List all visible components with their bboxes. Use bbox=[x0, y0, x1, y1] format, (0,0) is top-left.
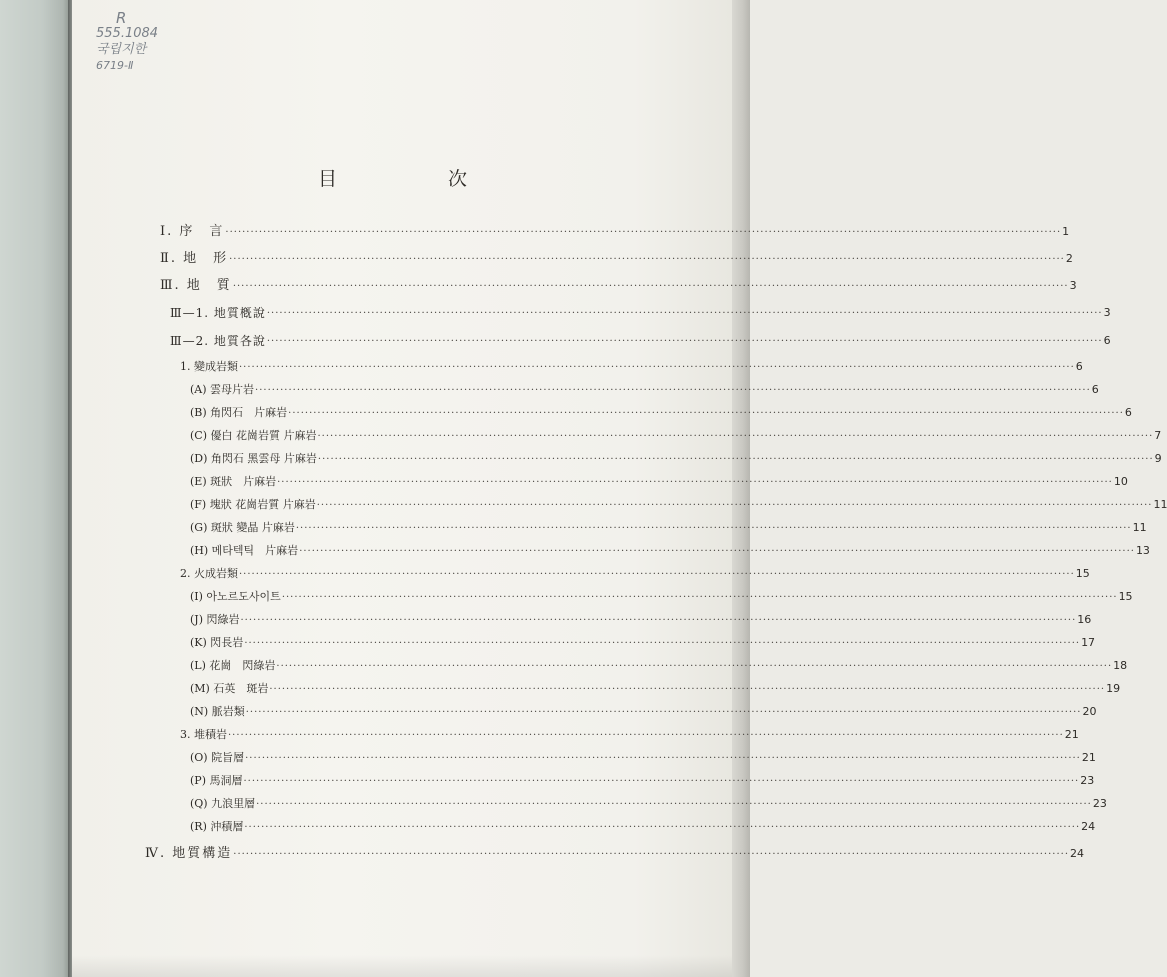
call-number-line: 국립지한 bbox=[96, 42, 147, 57]
toc-entry bbox=[170, 333, 1111, 349]
toc-entry-page: 3 bbox=[1103, 306, 1111, 319]
leader-dots: ········································································································································································································ bbox=[269, 684, 1106, 695]
toc-entry-page: 6 bbox=[1124, 406, 1132, 419]
toc-entry-label: (H) 메타텍틱 片麻岩 bbox=[190, 544, 299, 557]
toc-entry-label: Ⅲ—1. 地質槪說 bbox=[170, 306, 266, 320]
toc-entry-page: 11 bbox=[1132, 521, 1147, 534]
toc-entry-label: Ⅲ. 地 質 bbox=[160, 278, 232, 293]
toc-entry-label: Ⅳ. 地質構造 bbox=[145, 846, 233, 861]
toc-entry bbox=[190, 681, 1121, 697]
toc-entry-label: (M) 石英 斑岩 bbox=[190, 682, 269, 695]
toc-entry bbox=[190, 382, 1099, 398]
toc-entry-page: 15 bbox=[1075, 567, 1090, 580]
leader-dots: ········································································································································································································ bbox=[245, 707, 1082, 718]
leader-dots: ········································································································································································································ bbox=[299, 546, 1135, 557]
leader-dots: ········································································································································································································ bbox=[288, 408, 1124, 419]
toc-entry-label: (B) 角閃石 片麻岩 bbox=[190, 406, 288, 419]
toc-entry-page: 7 bbox=[1154, 429, 1162, 442]
toc-entry bbox=[160, 224, 1070, 240]
toc-entry bbox=[190, 497, 1167, 513]
toc-entry bbox=[190, 474, 1128, 490]
toc-entry-page: 21 bbox=[1064, 728, 1079, 741]
leader-dots: ········································································································································································································ bbox=[256, 799, 1092, 810]
toc-entry-label: (O) 院旨層 bbox=[190, 751, 245, 764]
toc-entry bbox=[180, 727, 1079, 743]
toc-entry-page: 1 bbox=[1062, 225, 1070, 238]
toc-entry bbox=[190, 773, 1095, 789]
leader-dots: ········································································································································································································ bbox=[277, 477, 1113, 488]
toc-entry bbox=[190, 612, 1092, 628]
toc-entry-page: 16 bbox=[1077, 613, 1092, 626]
toc-title: 目 次 bbox=[318, 168, 514, 190]
leader-dots: ········································································································································································································ bbox=[240, 615, 1077, 626]
toc-entry bbox=[190, 589, 1133, 605]
leader-dots: ········································································································································································································ bbox=[239, 569, 1075, 580]
leader-dots: ········································································································································································································ bbox=[239, 362, 1075, 373]
toc-entry bbox=[190, 428, 1162, 444]
toc-entry-label: (A) 雲母片岩 bbox=[190, 383, 255, 396]
toc-entry-page: 24 bbox=[1070, 847, 1085, 860]
toc-entry bbox=[170, 305, 1111, 321]
toc-entry-page: 3 bbox=[1069, 279, 1077, 292]
toc-entry bbox=[145, 846, 1085, 862]
toc-entry bbox=[180, 566, 1090, 582]
toc-entry bbox=[190, 405, 1132, 421]
toc-entry-label: (P) 馬洞層 bbox=[190, 774, 243, 787]
leader-dots: ········································································································································································································ bbox=[276, 661, 1113, 672]
toc-entry bbox=[160, 251, 1073, 267]
toc-entry-page: 10 bbox=[1113, 475, 1128, 488]
toc-entry-page: 19 bbox=[1106, 682, 1121, 695]
toc-entry bbox=[190, 819, 1096, 835]
toc-entry-page: 21 bbox=[1081, 751, 1096, 764]
toc-entry-page: 20 bbox=[1082, 705, 1097, 718]
toc-entry-label: (J) 閃綠岩 bbox=[190, 613, 240, 626]
leader-dots: ········································································································································································································ bbox=[316, 500, 1153, 511]
toc-entry bbox=[190, 704, 1097, 720]
toc-entry-label: 1. 變成岩類 bbox=[180, 360, 238, 373]
leader-dots: ········································································································································································································ bbox=[255, 385, 1091, 396]
toc-entry-label: (Q) 九浪里層 bbox=[190, 797, 256, 810]
leader-dots: ········································································································································································································ bbox=[233, 849, 1070, 860]
leader-dots: ········································································································································································································ bbox=[244, 822, 1081, 833]
toc-entry-label: (G) 斑狀 變晶 片麻岩 bbox=[190, 521, 295, 534]
toc-entry-label: (N) 脈岩類 bbox=[190, 705, 245, 718]
toc-entry-page: 6 bbox=[1103, 334, 1111, 347]
toc-entry-label: (K) 閃長岩 bbox=[190, 636, 244, 649]
toc-entry-page: 2 bbox=[1065, 252, 1073, 265]
toc-entry-page: 23 bbox=[1092, 797, 1107, 810]
toc-entry-page: 15 bbox=[1118, 590, 1133, 603]
call-number-line: R bbox=[116, 9, 127, 27]
toc-entry bbox=[190, 520, 1147, 536]
toc-entry-label: (C) 優白 花崗岩質 片麻岩 bbox=[190, 429, 317, 442]
toc-entry-page: 17 bbox=[1081, 636, 1096, 649]
toc-entry-label: (F) 塊狀 花崗岩質 片麻岩 bbox=[190, 498, 316, 511]
toc-entry-page: 6 bbox=[1091, 383, 1099, 396]
leader-dots: ········································································································································································································ bbox=[243, 776, 1080, 787]
toc-entry-label: Ⅲ—2. 地質各說 bbox=[170, 334, 266, 348]
toc-entry-page: 23 bbox=[1080, 774, 1095, 787]
call-number-line: 555.1084 bbox=[96, 26, 159, 41]
leader-dots: ········································································································································································································ bbox=[232, 281, 1069, 292]
toc-entry-label: (I) 아노르도사이트 bbox=[190, 590, 281, 603]
leader-dots: ········································································································································································································ bbox=[317, 454, 1154, 465]
toc-entry-label: Ⅱ. 地 形 bbox=[160, 251, 229, 266]
toc-entry-label: (E) 斑狀 片麻岩 bbox=[190, 475, 277, 488]
toc-entry-page: 24 bbox=[1081, 820, 1096, 833]
toc-entry-page: 9 bbox=[1154, 452, 1162, 465]
toc-entry bbox=[190, 543, 1150, 559]
toc-entry-page: 13 bbox=[1135, 544, 1150, 557]
toc-entry bbox=[180, 359, 1083, 375]
toc-entry-label: Ⅰ. 序 言 bbox=[160, 224, 225, 239]
toc-entry-label: (R) 沖積層 bbox=[190, 820, 244, 833]
toc-entry-page: 18 bbox=[1113, 659, 1128, 672]
leader-dots: ········································································································································································································ bbox=[281, 592, 1118, 603]
toc-entry bbox=[190, 451, 1162, 467]
toc-entry bbox=[190, 635, 1096, 651]
toc-entry-label: (D) 角閃石 黑雲母 片麻岩 bbox=[190, 452, 317, 465]
leader-dots: ········································································································································································································ bbox=[244, 638, 1081, 649]
toc-entry bbox=[190, 796, 1107, 812]
toc-entry-page: 6 bbox=[1075, 360, 1083, 373]
leader-dots: ········································································································································································································ bbox=[225, 227, 1062, 238]
call-number-line: 6719-Ⅱ bbox=[96, 59, 134, 72]
toc-entry bbox=[190, 750, 1096, 766]
toc-entry-label: 3. 堆積岩 bbox=[180, 728, 227, 741]
toc-entry bbox=[190, 658, 1128, 674]
leader-dots: ········································································································································································································ bbox=[229, 254, 1065, 265]
leader-dots: ········································································································································································································ bbox=[295, 523, 1132, 534]
leader-dots: ········································································································································································································ bbox=[266, 308, 1103, 319]
toc-entry-label: (L) 花崗 閃綠岩 bbox=[190, 659, 276, 672]
toc-entry-label: 2. 火成岩類 bbox=[180, 567, 238, 580]
leader-dots: ········································································································································································································ bbox=[228, 730, 1064, 741]
leader-dots: ········································································································································································································ bbox=[245, 753, 1081, 764]
leader-dots: ········································································································································································································ bbox=[317, 431, 1154, 442]
toc-entry bbox=[160, 278, 1077, 294]
leader-dots: ········································································································································································································ bbox=[266, 336, 1103, 347]
toc-entry-page: 11 bbox=[1153, 498, 1167, 511]
